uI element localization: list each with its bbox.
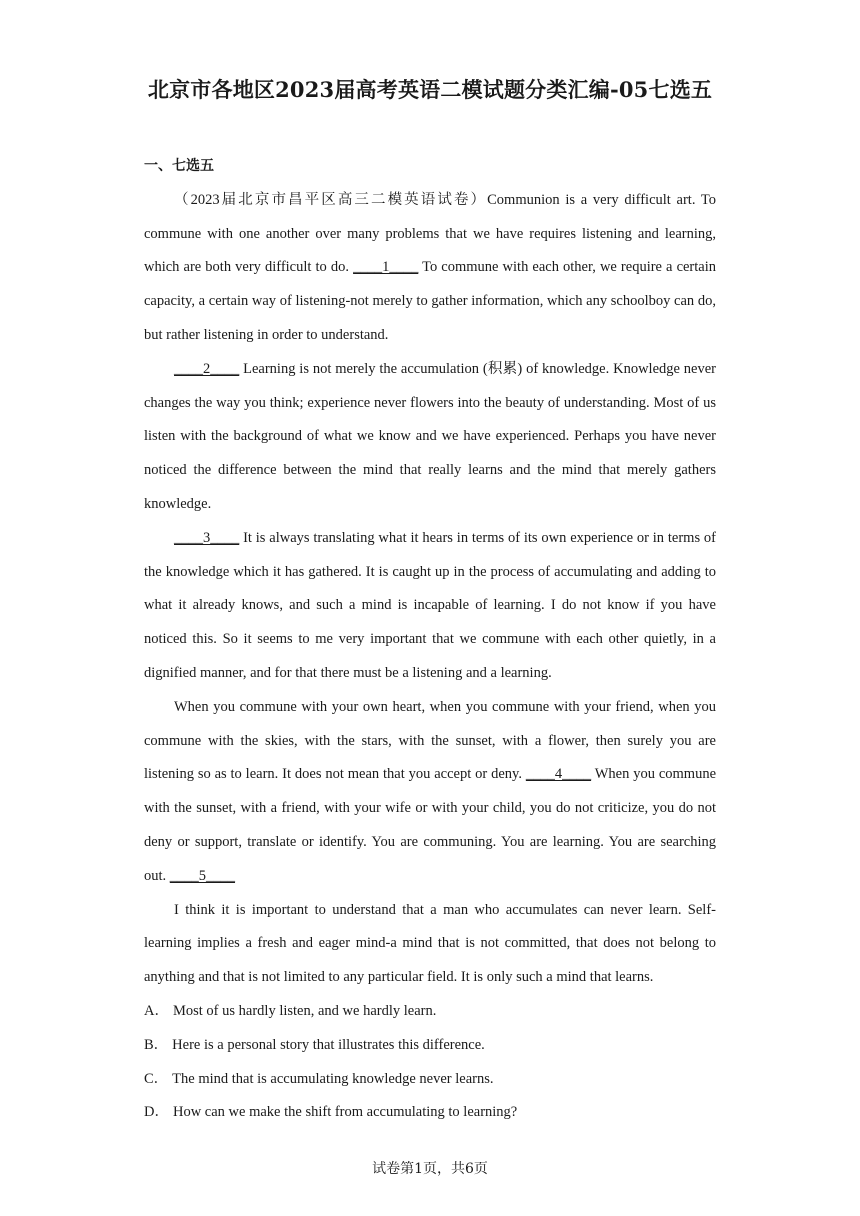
paragraph-4 <box>144 691 716 894</box>
paragraph-text: Learning is not merely the accumulation (积累) of knowledge. Knowledge never changes the way you think; experience never flowers into the beauty of understanding. Most of us listen with the background of what we know and we have experienced. Perhaps you have never noticed the difference between the mind that really learns and the mind that merely gathers knowledge. <box>144 360 716 512</box>
document-title: 北京市各地区2023届高考英语二模试题分类汇编-05七选五 <box>147 77 713 102</box>
option-c <box>144 1063 716 1097</box>
section-heading: 一、七选五 <box>144 158 214 174</box>
paragraph-text: When you commune with your own heart, when you commune with your friend, when you commune with the skies, with the stars, with the sunset, with a flower, then surely you are listening so as to learn. It does not mean that you accept or deny. <box>144 698 716 783</box>
option-b <box>144 1029 716 1063</box>
blank-5: ____5____ <box>169 867 236 884</box>
paragraph-text: When you commune with the sunset, with a friend, with your wife or with your child, you do not criticize, you do not deny or support, translate or identify. You are communing. You are learning. You are searching out. <box>144 766 716 884</box>
option-letter: D． <box>144 1104 169 1121</box>
option-text: How can we make the shift from accumulating to learning? <box>172 1104 518 1121</box>
paragraph-text: I think it is important to understand that a man who accumulates can never learn. Self-learning implies a fresh and eager mind-a mind that is not committed, that does not belong to anything and that is not limited to any particular field. It is only such a mind that learns. <box>144 901 716 986</box>
paragraph-text: （2023届北京市昌平区高三二模英语试卷）Communion is a very difficult art. To commune with one another over many problems that we have requires listening and learning, which are both very difficult to do. <box>144 191 716 276</box>
option-text: Most of us hardly listen, and we hardly learn. <box>172 1002 437 1019</box>
page-footer: 试卷第1页，共6页 <box>372 1161 488 1177</box>
option-letter: A． <box>144 1002 169 1019</box>
option-letter: B． <box>144 1036 169 1053</box>
blank-4: ____4____ <box>525 766 592 783</box>
option-a <box>144 995 716 1029</box>
option-text: The mind that is accumulating knowledge never learns. <box>172 1070 494 1087</box>
blank-3: ____3____ <box>174 529 240 546</box>
paragraph-5 <box>144 894 716 995</box>
paragraph-text: To commune with each other, we require a certain capacity, a certain way of listening-not merely to gather information, which any schoolboy can do, but rather listening in order to understand. <box>144 259 717 343</box>
option-text: Here is a personal story that illustrates this difference. <box>172 1036 485 1053</box>
option-d <box>144 1096 716 1130</box>
option-letter: C． <box>144 1070 169 1087</box>
blank-1: ____1____ <box>353 259 419 276</box>
blank-2: ____2____ <box>174 360 240 377</box>
document-body <box>144 150 716 1130</box>
paragraph-1 <box>144 184 716 353</box>
paragraph-2 <box>144 353 716 522</box>
paragraph-text: It is always translating what it hears in terms of its own experience or in terms of the knowledge which it has gathered. It is caught up in the process of accumulating and adding to what it already knows, and such a mind is incapable of learning. I do not know if you have noticed this. So it seems to me very important that we commune with each other quietly, in a dignified manner, and for that there must be a listening and a learning. <box>144 529 716 681</box>
paragraph-3 <box>144 522 716 691</box>
